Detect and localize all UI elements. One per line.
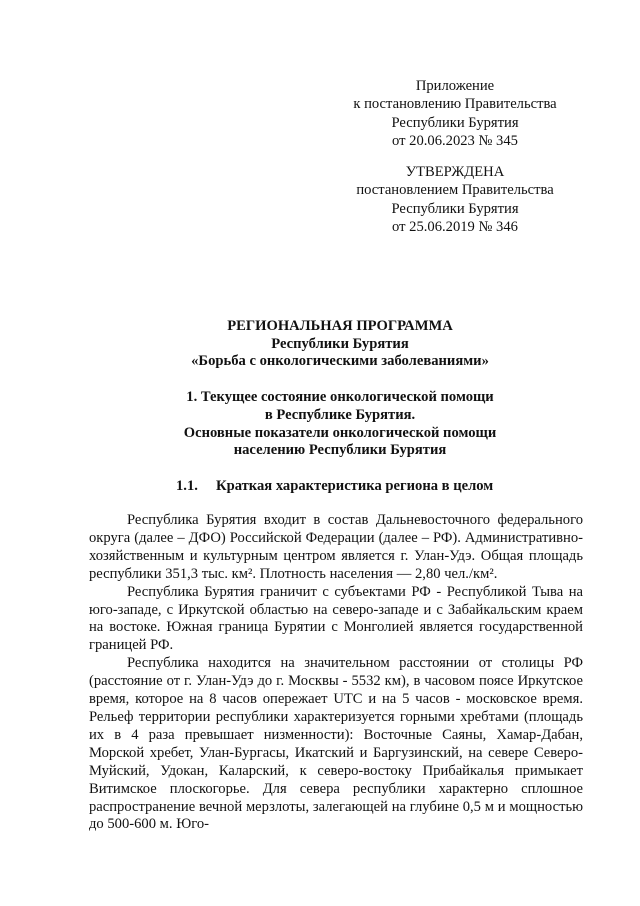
title-line-3: «Борьба с онкологическими заболеваниями»: [191, 353, 489, 370]
appendix-line-3: Республики Бурятия: [391, 114, 519, 131]
title-line-2: Республики Бурятия: [271, 335, 409, 352]
section-line-4: населению Республики Бурятия: [233, 442, 447, 459]
section-line-3: Основные показатели онкологической помощи: [183, 424, 497, 441]
paragraph: Республика находится на значительном расстоянии от столицы РФ (расстояние от г. Улан-Удэ до г. Москвы - 5532 км), в часовом поясе Иркутское время, которое на 8 часов опережает UTC и на 5 часов - московское время. Рельеф территории республики характеризуется горными хребтами (площадь их в 4 раза превышает низменности): Восточные Саяны, Хамар-Дабан, Морской хребет, Улан-Бургасы, Икатский и Баргузинский, на севере Северо-Муйский, Удокан, Каларский, к северо-востоку Прибайкалья примыкает Витимское плоскогорье. Для севера республики характерно сплошное распространение вечной мерзлоты, залегающей на глубине 0,5 м и мощностью до 500-600 м. Юго-: [89, 655, 583, 833]
appendix-line-4: от 20.06.2023 № 345: [392, 133, 518, 150]
paragraph: Республика Бурятия входит в состав Дальневосточного федерального округа (далее – ДФО) Российской Федерации (далее – РФ). Административно-хозяйственным и культурным центром является г. Улан-Удэ. Общая площадь республики 351,3 тыс. км². Плотность населения — 2,80 чел./км².: [89, 512, 583, 582]
title-line-1: РЕГИОНАЛЬНАЯ ПРОГРАММА: [227, 318, 453, 334]
section-line-2: в Республике Бурятия.: [264, 406, 416, 423]
subsection-number: 1.1.: [176, 478, 198, 494]
approved-line-1: УТВЕРЖДЕНА: [405, 164, 505, 180]
subsection-heading: [176, 477, 493, 495]
appendix-line-1: Приложение: [415, 78, 495, 94]
approved-line-4: от 25.06.2019 № 346: [392, 219, 518, 236]
appendix-line-2: к постановлению Правительства: [353, 96, 557, 113]
section-heading: [90, 389, 590, 460]
body-text: [89, 512, 583, 834]
paragraph: Республика Бурятия граничит с субъектами РФ - Республикой Тыва на юго-западе, с Иркутской областью на северо-западе и с Забайкальским краем на востоке. Южная граница Бурятии с Монголией является государственной границей РФ.: [89, 583, 583, 654]
section-line-1: 1. Текущее состояние онкологической помощи: [186, 389, 494, 405]
approved-line-2: постановлением Правительства: [356, 182, 554, 199]
appendix-header: [330, 77, 580, 151]
approval-stamp-text: [330, 163, 580, 237]
subsection-title: Краткая характеристика региона в целом: [216, 478, 494, 494]
document-title: [90, 318, 590, 371]
approved-line-3: Республики Бурятия: [391, 200, 519, 217]
